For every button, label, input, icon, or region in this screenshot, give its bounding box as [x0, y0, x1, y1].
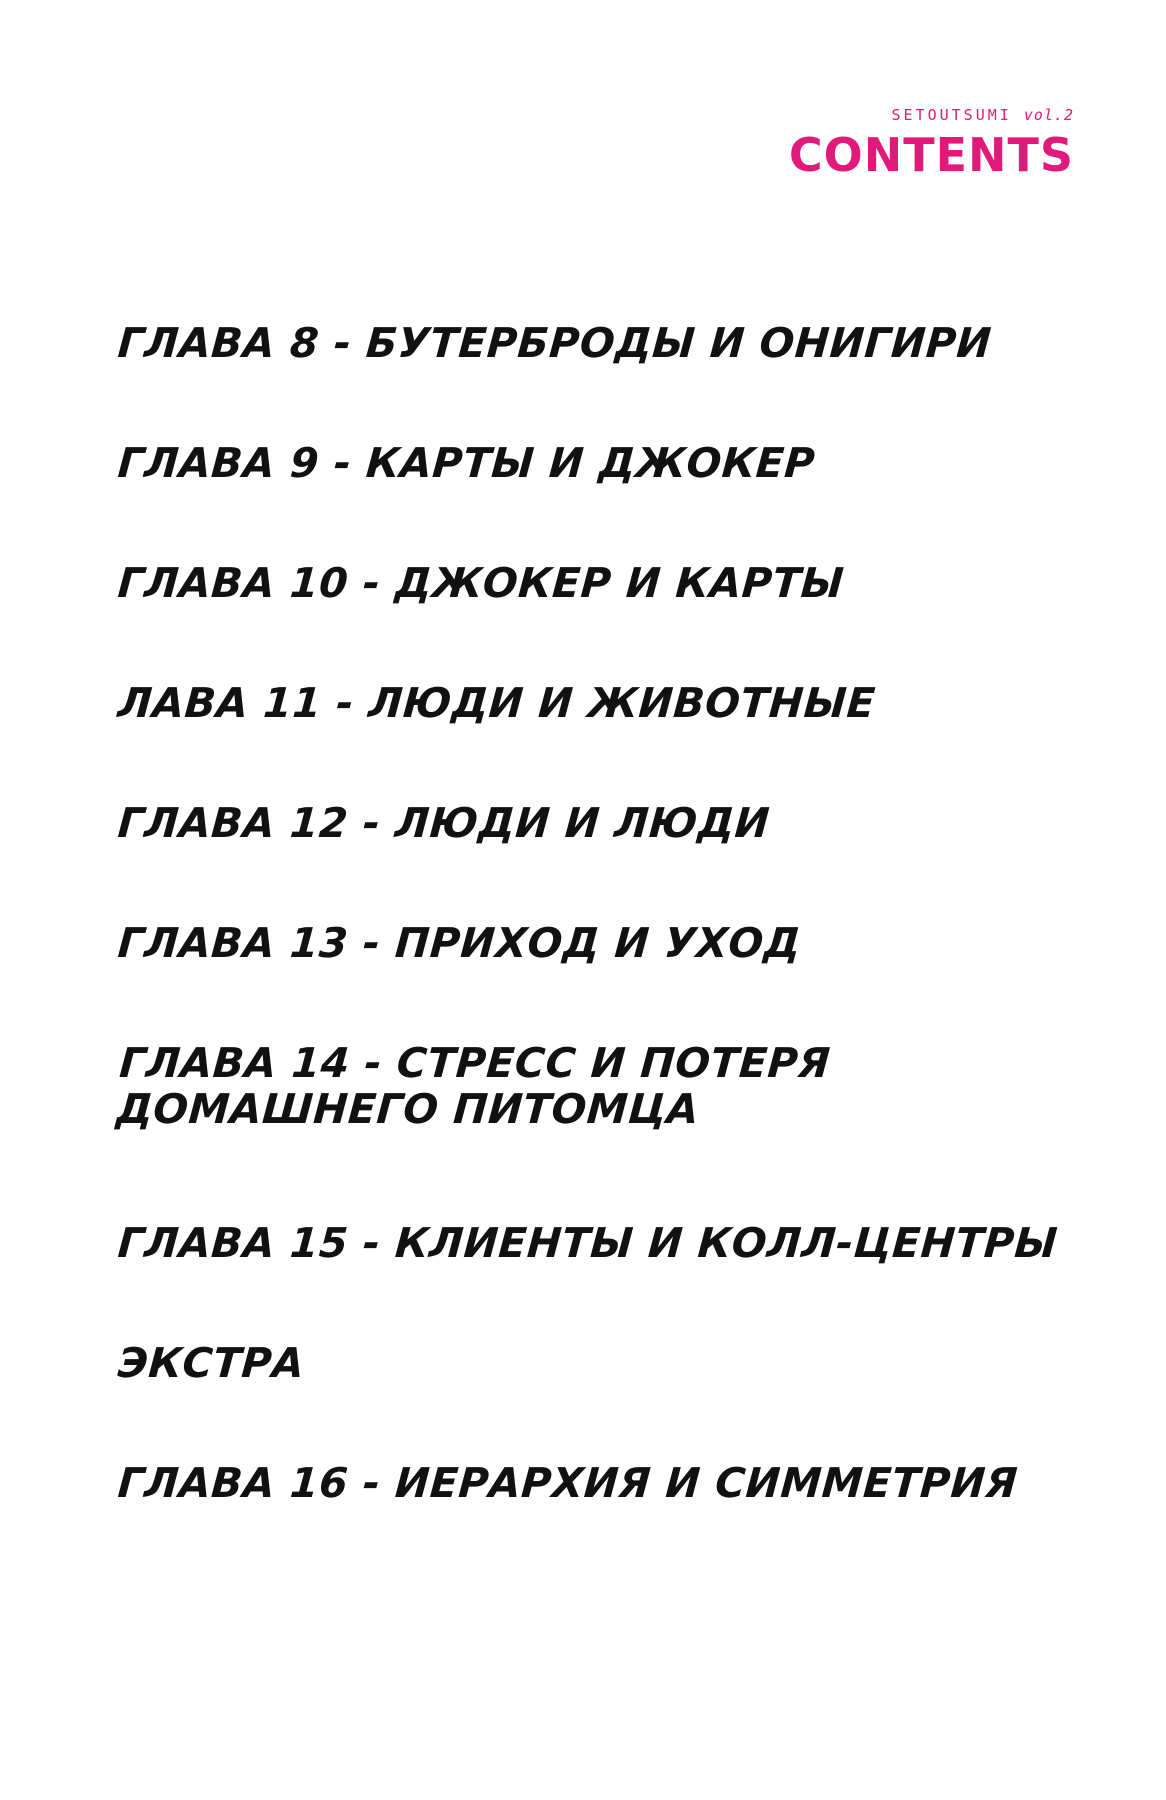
toc-item-chapter-10: ГЛАВА 10 - ДЖОКЕР И КАРТЫ	[116, 559, 846, 607]
toc-item-chapter-13: ГЛАВА 13 - ПРИХОД И УХОД	[116, 919, 803, 967]
series-label	[789, 106, 1074, 124]
header	[789, 106, 1074, 180]
toc-item-extra: ЭКСТРА	[116, 1339, 307, 1387]
toc-item-chapter-8: ГЛАВА 8 - БУТЕРБРОДЫ И ОНИГИРИ	[116, 319, 994, 367]
contents-title: CONTENTS	[788, 128, 1074, 182]
toc-item-chapter-14: ГЛАВА 14 - СТРЕСС И ПОТЕРЯ ДОМАШНЕГО ПИТОМЦА	[114, 1039, 832, 1133]
toc-item-chapter-16: ГЛАВА 16 - ИЕРАРХИЯ И СИММЕТРИЯ	[116, 1459, 1020, 1507]
toc-item-chapter-12: ГЛАВА 12 - ЛЮДИ И ЛЮДИ	[116, 799, 772, 847]
toc-item-chapter-15: ГЛАВА 15 - КЛИЕНТЫ И КОЛЛ-ЦЕНТРЫ	[116, 1219, 1060, 1267]
volume-label: vol.2	[1023, 106, 1074, 124]
toc-item-chapter-11: ЛАВА 11 - ЛЮДИ И ЖИВОТНЫЕ	[116, 679, 878, 727]
series-name: SETOUTSUMI	[891, 106, 1012, 124]
toc-item-chapter-9: ГЛАВА 9 - КАРТЫ И ДЖОКЕР	[116, 439, 817, 487]
